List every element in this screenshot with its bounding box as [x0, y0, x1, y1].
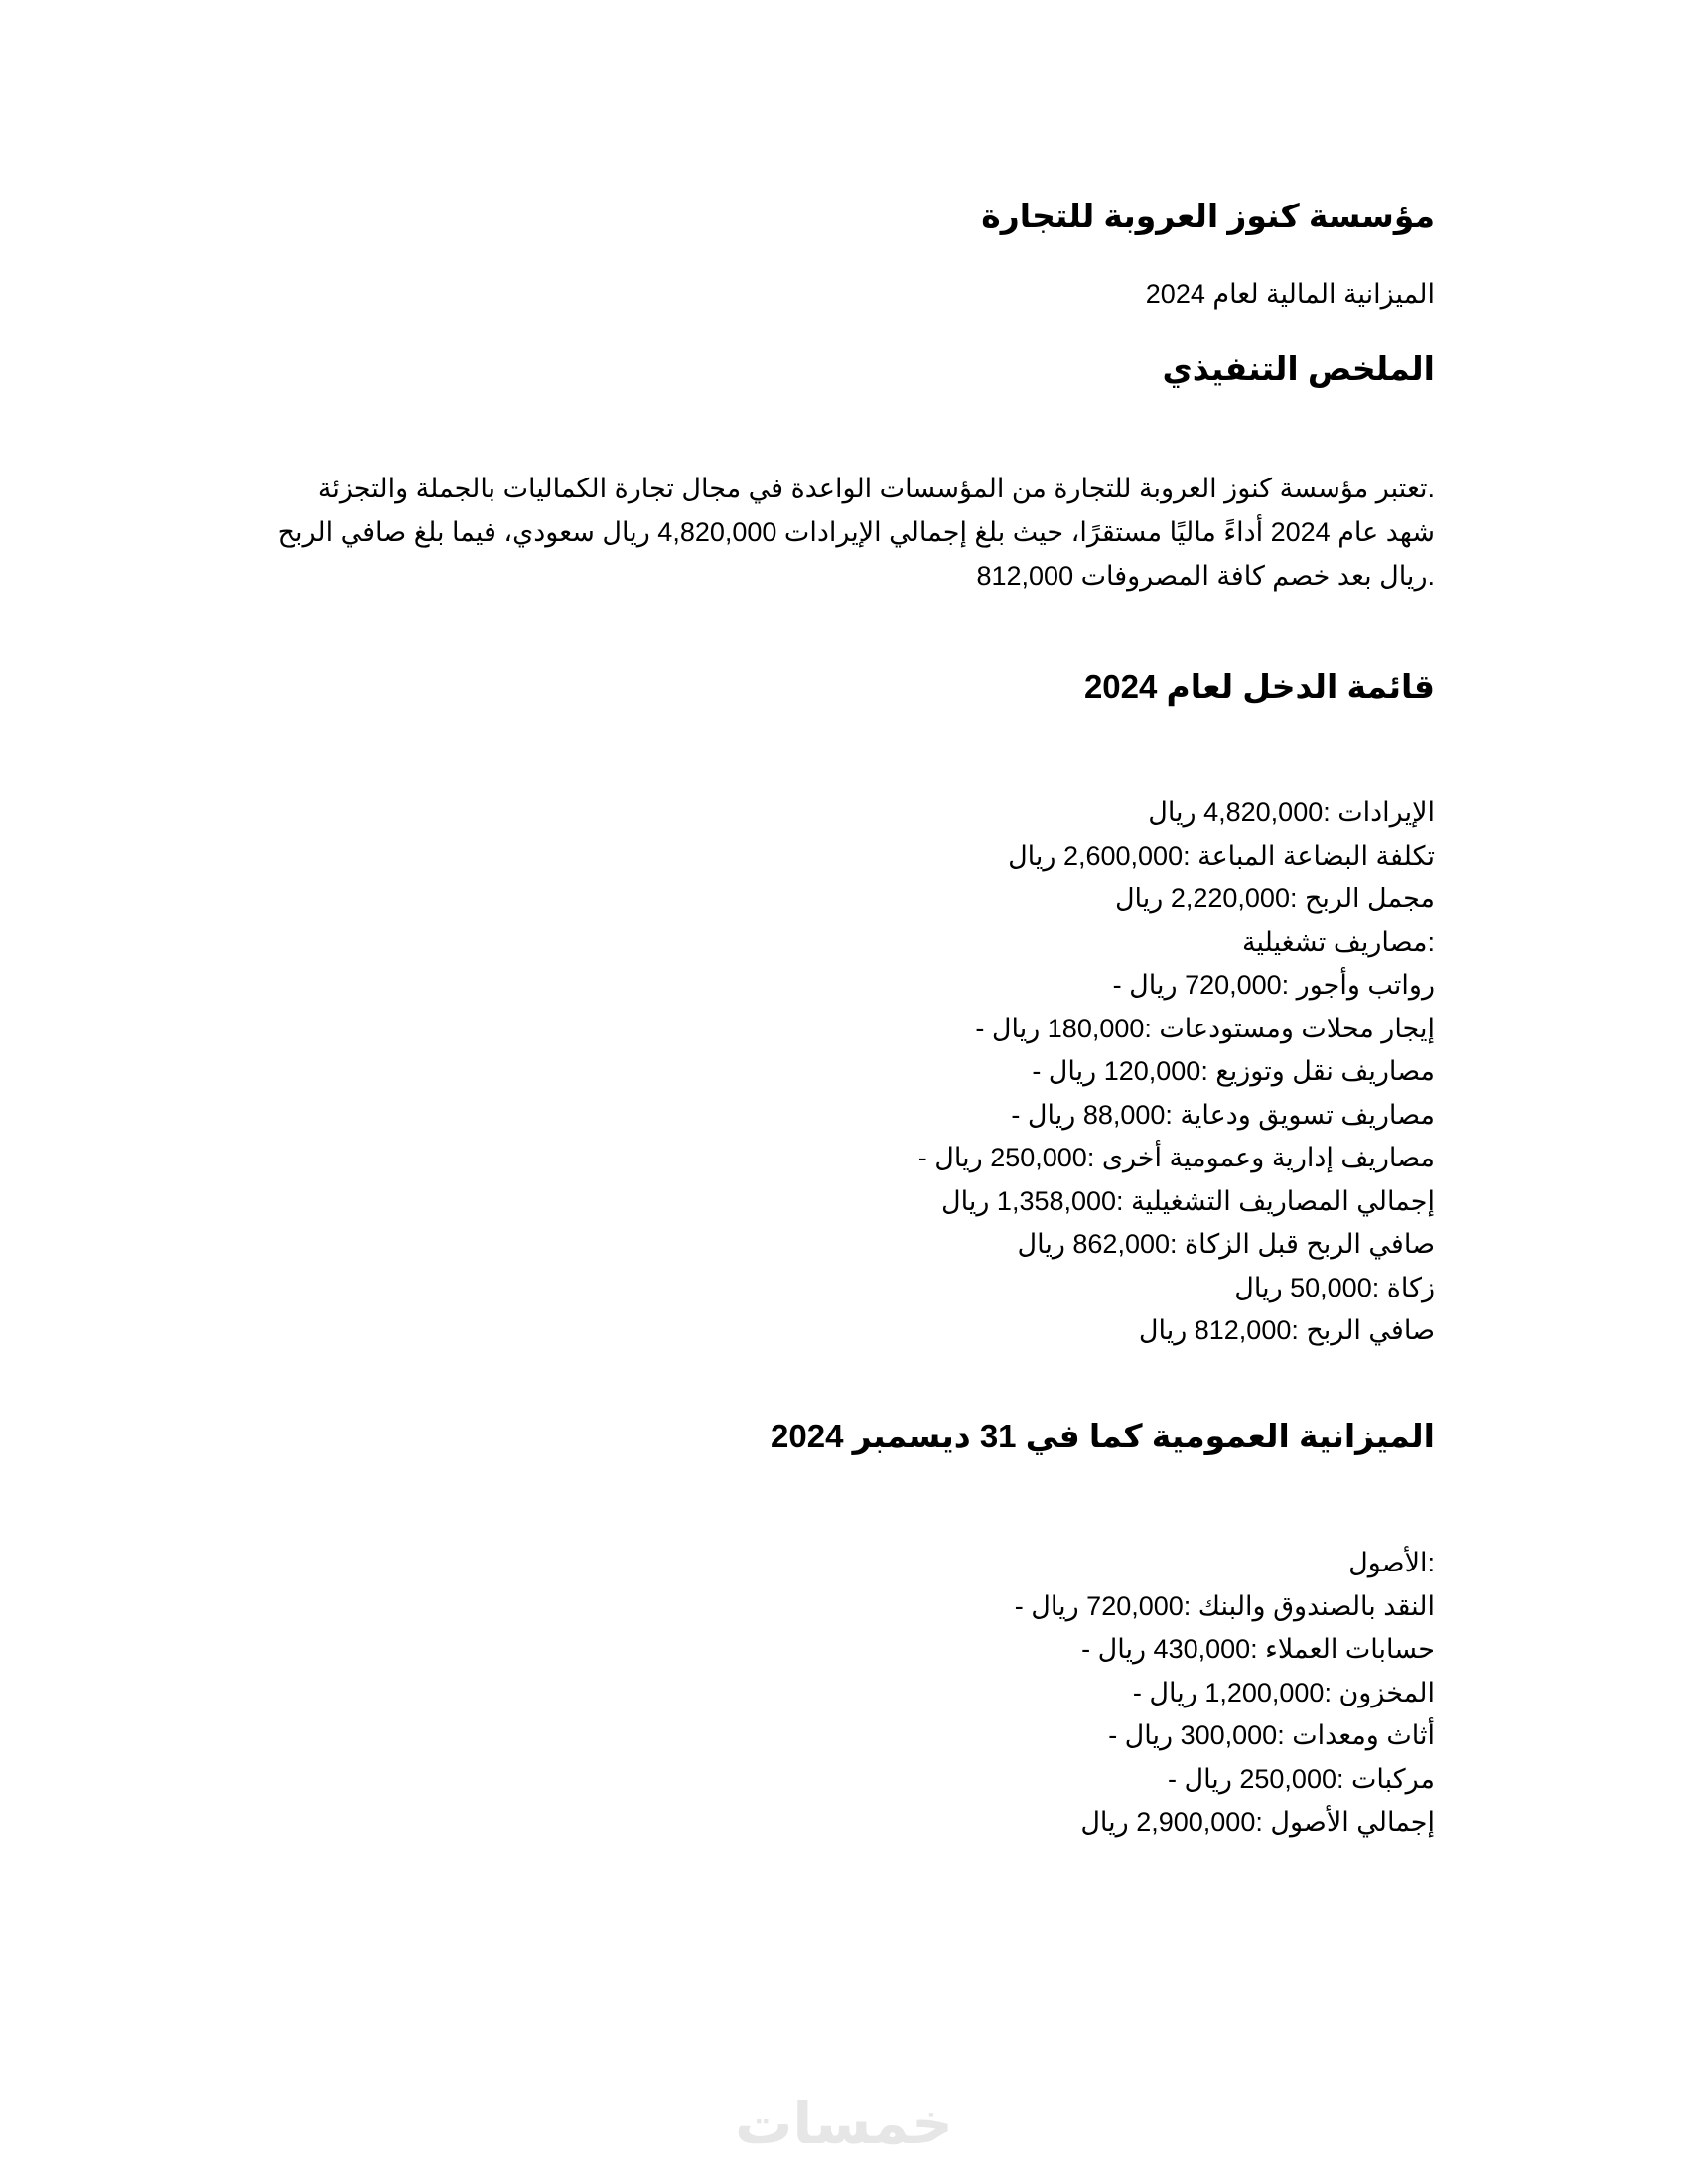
- income-row-pre-zakat: صافي الربح قبل الزكاة :862,000 ريال: [1017, 1229, 1435, 1259]
- income-row-admin: مصاريف إدارية وعمومية أخرى :250,000 ريال -: [917, 1143, 1435, 1172]
- executive-summary-heading: الملخص التنفيذي: [1162, 350, 1435, 387]
- asset-row-inventory: المخزون :1,200,000 ريال -: [1132, 1677, 1435, 1707]
- asset-row-cash: النقد بالصندوق والبنك :720,000 ريال -: [1014, 1590, 1435, 1621]
- income-row-gross-profit: مجمل الربح :2,220,000 ريال: [1114, 884, 1435, 913]
- asset-row-total: إجمالي الأصول :2,900,000 ريال: [1080, 1807, 1435, 1837]
- summary-line: شهد عام 2024 أداءً ماليًا مستقرًا، حيث بلغ إجمالي الإيرادات 4,820,000 ريال سعودي، فيما بلغ صافي الربح: [277, 517, 1435, 547]
- income-row-net-profit: صافي الربح :812,000 ريال: [1138, 1315, 1435, 1345]
- assets-label: :الأصول: [1348, 1548, 1435, 1577]
- asset-row-receivables: حسابات العملاء :430,000 ريال -: [1081, 1634, 1435, 1664]
- income-row-transport: مصاريف نقل وتوزيع :120,000 ريال -: [1032, 1056, 1435, 1086]
- summary-line: .تعتبر مؤسسة كنوز العروبة للتجارة من المؤسسات الواعدة في مجال تجارة الكماليات بالجملة والتجزئة: [317, 474, 1435, 503]
- income-row-zakat: زكاة :50,000 ريال: [1234, 1272, 1435, 1302]
- income-statement-list: [243, 791, 1435, 1353]
- income-row-opex-label: :مصاريف تشغيلية: [1242, 926, 1435, 957]
- company-title: مؤسسة كنوز العروبة للتجارة: [981, 198, 1435, 234]
- summary-line: .ريال بعد خصم كافة المصروفات 812,000: [976, 561, 1435, 591]
- income-statement-heading: قائمة الدخل لعام 2024: [1083, 668, 1435, 705]
- asset-row-furniture: أثاث ومعدات :300,000 ريال -: [1108, 1720, 1435, 1750]
- income-row-cogs: تكلفة البضاعة المباعة :2,600,000 ريال: [1008, 840, 1435, 871]
- executive-summary-paragraph: [253, 467, 1435, 598]
- balance-sheet-heading: الميزانية العمومية كما في 31 ديسمبر 2024: [771, 1418, 1435, 1454]
- asset-row-vehicles: مركبات :250,000 ريال -: [1167, 1763, 1435, 1794]
- watermark-logo: خمسات: [735, 2092, 953, 2156]
- document-subtitle: الميزانية المالية لعام 2024: [1145, 279, 1435, 309]
- income-row-salaries: رواتب وأجور :720,000 ريال -: [1112, 970, 1435, 1000]
- income-row-total-opex: إجمالي المصاريف التشغيلية :1,358,000 ريال: [941, 1185, 1435, 1216]
- income-row-marketing: مصاريف تسويق ودعاية :88,000 ريال -: [1011, 1099, 1435, 1130]
- income-row-rent: إيجار محلات ومستودعات :180,000 ريال -: [975, 1013, 1435, 1043]
- balance-sheet-list: [243, 1542, 1435, 1844]
- income-row-revenue: الإيرادات :4,820,000 ريال: [1148, 797, 1435, 827]
